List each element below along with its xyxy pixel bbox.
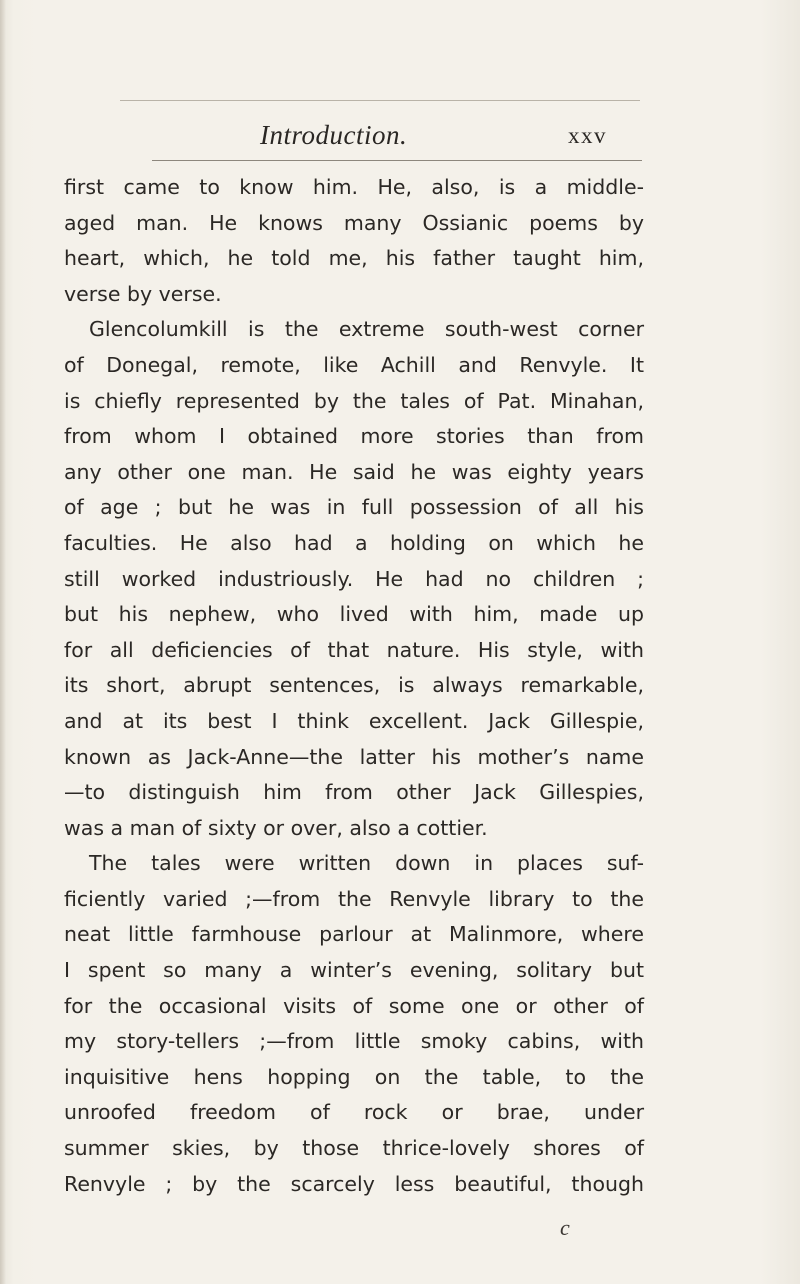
text-line: summer skies, by those thrice-lovely shores of — [64, 1136, 644, 1161]
text-line: for the occasional visits of some one or other of — [64, 993, 644, 1018]
text-line: I spent so many a winter’s evening, solitary but — [64, 958, 644, 983]
text-line: Renvyle ; by the scarcely less beautiful, though — [64, 1171, 644, 1196]
top-faint-rule — [120, 100, 640, 101]
text-line: known as Jack-Anne—the latter his mother’s name — [64, 744, 644, 769]
text-line: still worked industriously. He had no children ; — [64, 566, 644, 591]
text-line: Glencolumkill is the extreme south-west corner — [89, 317, 644, 342]
body-text — [64, 170, 644, 1202]
text-line: The tales were written down in places suf- — [89, 851, 644, 876]
text-line: faculties. He also had a holding on which he — [64, 530, 644, 555]
header-rule — [152, 160, 642, 161]
text-line: ficiently varied ;—from the Renvyle library to the — [64, 886, 644, 911]
text-line: from whom I obtained more stories than from — [64, 424, 644, 449]
text-line: any other one man. He said he was eighty years — [64, 459, 644, 484]
text-line: its short, abrupt sentences, is always remarkable, — [64, 673, 644, 698]
text-line: but his nephew, who lived with him, made up — [64, 602, 644, 627]
text-line: heart, which, he told me, his father taught him, — [64, 246, 644, 271]
text-line: verse by verse. — [64, 281, 222, 306]
text-line: inquisitive hens hopping on the table, to the — [64, 1064, 644, 1089]
text-line: —to distinguish him from other Jack Gillespies, — [64, 780, 644, 805]
signature-mark: c — [560, 1215, 570, 1240]
text-line: unroofed freedom of rock or brae, under — [64, 1100, 644, 1125]
text-line: for all deficiencies of that nature. His style, with — [64, 637, 644, 662]
text-line: of Donegal, remote, like Achill and Renvyle. It — [64, 352, 644, 377]
page-gutter-shadow — [0, 0, 6, 1284]
page-number: xxv — [568, 123, 607, 148]
text-line: is chiefly represented by the tales of Pat. Minahan, — [64, 388, 644, 413]
text-line: of age ; but he was in full possession of all his — [64, 495, 644, 520]
running-title: Introduction. — [260, 120, 408, 150]
text-line: was a man of sixty or over, also a cottier. — [64, 815, 488, 840]
text-line: my story-tellers ;—from little smoky cabins, with — [64, 1029, 644, 1054]
page-header — [0, 120, 800, 160]
text-line: aged man. He knows many Ossianic poems by — [64, 210, 644, 235]
text-line: neat little farmhouse parlour at Malinmore, where — [64, 922, 644, 947]
text-line: and at its best I think excellent. Jack Gillespie, — [64, 708, 644, 733]
text-line: first came to know him. He, also, is a middle- — [64, 175, 644, 199]
